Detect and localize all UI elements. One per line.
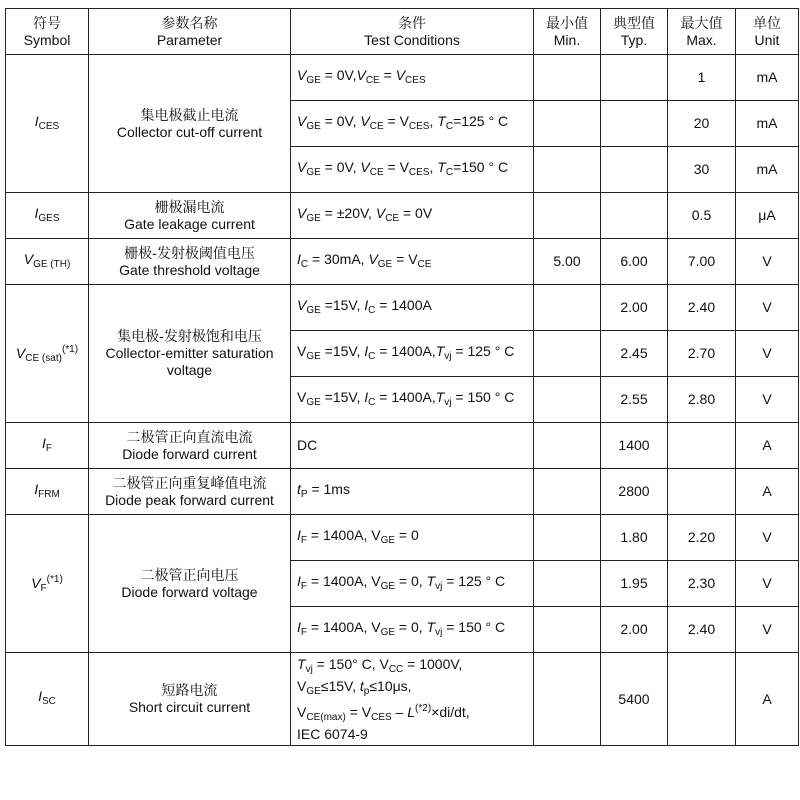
unit-cell: μA (736, 193, 799, 239)
header-symbol: 符号 Symbol (6, 9, 89, 55)
parameter-vgeth: 栅极-发射极阈值电压 Gate threshold voltage (89, 239, 291, 285)
typ-cell: 6.00 (601, 239, 668, 285)
header-parameter: 参数名称 Parameter (89, 9, 291, 55)
specification-table (5, 8, 799, 746)
table-row (6, 469, 799, 515)
condition-cell: $I_C = 30mA$, $V_{GE} = V_{CE}$ (291, 239, 534, 285)
symbol-vgeth: $V_{GE (TH)}$ (6, 239, 89, 285)
max-cell: 20 (668, 101, 736, 147)
header-conditions: 条件 Test Conditions (291, 9, 534, 55)
symbol-vf: $V_F^{(*1)}$ (6, 515, 89, 653)
symbol-isc: $I_{SC}$ (6, 653, 89, 746)
min-cell (534, 193, 601, 239)
min-cell (534, 515, 601, 561)
unit-cell: V (736, 377, 799, 423)
min-cell (534, 101, 601, 147)
typ-cell: 5400 (601, 653, 668, 746)
condition-cell: DC (291, 423, 534, 469)
condition-cell: $V_{GE} = \pm 20V$, $V_{CE} = 0V$ (291, 193, 534, 239)
condition-cell: $I_F = 1400A$, $V_{GE} = 0$, $T_{vj} = 125$ ° C (291, 561, 534, 607)
header-max: 最大值 Max. (668, 9, 736, 55)
min-cell (534, 469, 601, 515)
max-cell (668, 653, 736, 746)
symbol-iges: $I_{GES}$ (6, 193, 89, 239)
unit-cell: V (736, 285, 799, 331)
unit-cell: V (736, 607, 799, 653)
table-row (6, 653, 799, 746)
typ-cell: 1.80 (601, 515, 668, 561)
table-row (6, 239, 799, 285)
min-cell (534, 423, 601, 469)
table-row (6, 423, 799, 469)
parameter-vcesat: 集电极-发射极饱和电压 Collector-emitter saturation voltage (89, 285, 291, 423)
table-row (6, 193, 799, 239)
condition-cell: $t_P = 1ms$ (291, 469, 534, 515)
min-cell (534, 55, 601, 101)
typ-cell: 2.00 (601, 607, 668, 653)
max-cell: 1 (668, 55, 736, 101)
condition-cell: $V_{GE} = 0V$, $V_{CE} = V_{CES}$, $T_C=150$ ° C (291, 147, 534, 193)
typ-cell: 1400 (601, 423, 668, 469)
unit-cell: A (736, 423, 799, 469)
typ-cell: 2800 (601, 469, 668, 515)
condition-cell: $V_{GE} =15V$, $I_C = 1400A$ (291, 285, 534, 331)
max-cell: 30 (668, 147, 736, 193)
table-row (6, 285, 799, 331)
typ-cell: 2.00 (601, 285, 668, 331)
unit-cell: V (736, 515, 799, 561)
min-cell (534, 561, 601, 607)
typ-cell: 2.55 (601, 377, 668, 423)
max-cell: 2.30 (668, 561, 736, 607)
min-cell: 5.00 (534, 239, 601, 285)
parameter-ifrm: 二极管正向重复峰值电流 Diode peak forward current (89, 469, 291, 515)
unit-cell: V (736, 239, 799, 285)
table-row (6, 515, 799, 561)
symbol-vcesat: $V_{CE (sat)}^{(*1)}$ (6, 285, 89, 423)
max-cell: 7.00 (668, 239, 736, 285)
condition-cell: $V_{GE} =15V$, $I_C = 1400A,T_{vj} = 125$ ° C (291, 331, 534, 377)
parameter-vf: 二极管正向电压 Diode forward voltage (89, 515, 291, 653)
min-cell (534, 285, 601, 331)
symbol-ifrm: $I_{FRM}$ (6, 469, 89, 515)
unit-cell: V (736, 331, 799, 377)
max-cell (668, 423, 736, 469)
max-cell (668, 469, 736, 515)
max-cell: 2.80 (668, 377, 736, 423)
unit-cell: V (736, 561, 799, 607)
typ-cell (601, 147, 668, 193)
parameter-iges: 栅极漏电流 Gate leakage current (89, 193, 291, 239)
condition-cell: $V_{GE} = 0V,V_{CE} = V_{CES}$ (291, 55, 534, 101)
max-cell: 2.40 (668, 607, 736, 653)
header-unit: 单位 Unit (736, 9, 799, 55)
unit-cell: mA (736, 147, 799, 193)
parameter-if: 二极管正向直流电流 Diode forward current (89, 423, 291, 469)
min-cell (534, 607, 601, 653)
condition-cell: $I_F = 1400A$, $V_{GE} = 0$, $T_{vj} = 150$ ° C (291, 607, 534, 653)
condition-cell: $V_{GE} = 0V$, $V_{CE} = V_{CES}$, $T_C=125$ ° C (291, 101, 534, 147)
typ-cell (601, 55, 668, 101)
symbol-ices: $I_{CES}$ (6, 55, 89, 193)
condition-cell: $T_{vj} = 150^\circ$ C, $V_{CC} = 1000V$, $V_{GE}\le 15V$, $t_p\le 10\mu s$, $V_{CE(max)} = V_{CES} - L^{(*2)}\times di/dt$, IEC 6074-9 (291, 653, 534, 746)
header-typ: 典型值 Typ. (601, 9, 668, 55)
max-cell: 0.5 (668, 193, 736, 239)
max-cell: 2.70 (668, 331, 736, 377)
unit-cell: mA (736, 55, 799, 101)
typ-cell (601, 101, 668, 147)
table-row (6, 55, 799, 101)
max-cell: 2.20 (668, 515, 736, 561)
typ-cell: 2.45 (601, 331, 668, 377)
symbol-if: $I_F$ (6, 423, 89, 469)
min-cell (534, 653, 601, 746)
unit-cell: A (736, 469, 799, 515)
condition-cell: $V_{GE} =15V$, $I_C = 1400A,T_{vj} = 150$ ° C (291, 377, 534, 423)
parameter-isc: 短路电流 Short circuit current (89, 653, 291, 746)
parameter-ices: 集电极截止电流 Collector cut-off current (89, 55, 291, 193)
min-cell (534, 147, 601, 193)
header-row (6, 9, 799, 55)
condition-cell: $I_F = 1400A$, $V_{GE} = 0$ (291, 515, 534, 561)
min-cell (534, 377, 601, 423)
unit-cell: mA (736, 101, 799, 147)
max-cell: 2.40 (668, 285, 736, 331)
typ-cell: 1.95 (601, 561, 668, 607)
header-min: 最小值 Min. (534, 9, 601, 55)
min-cell (534, 331, 601, 377)
unit-cell: A (736, 653, 799, 746)
typ-cell (601, 193, 668, 239)
